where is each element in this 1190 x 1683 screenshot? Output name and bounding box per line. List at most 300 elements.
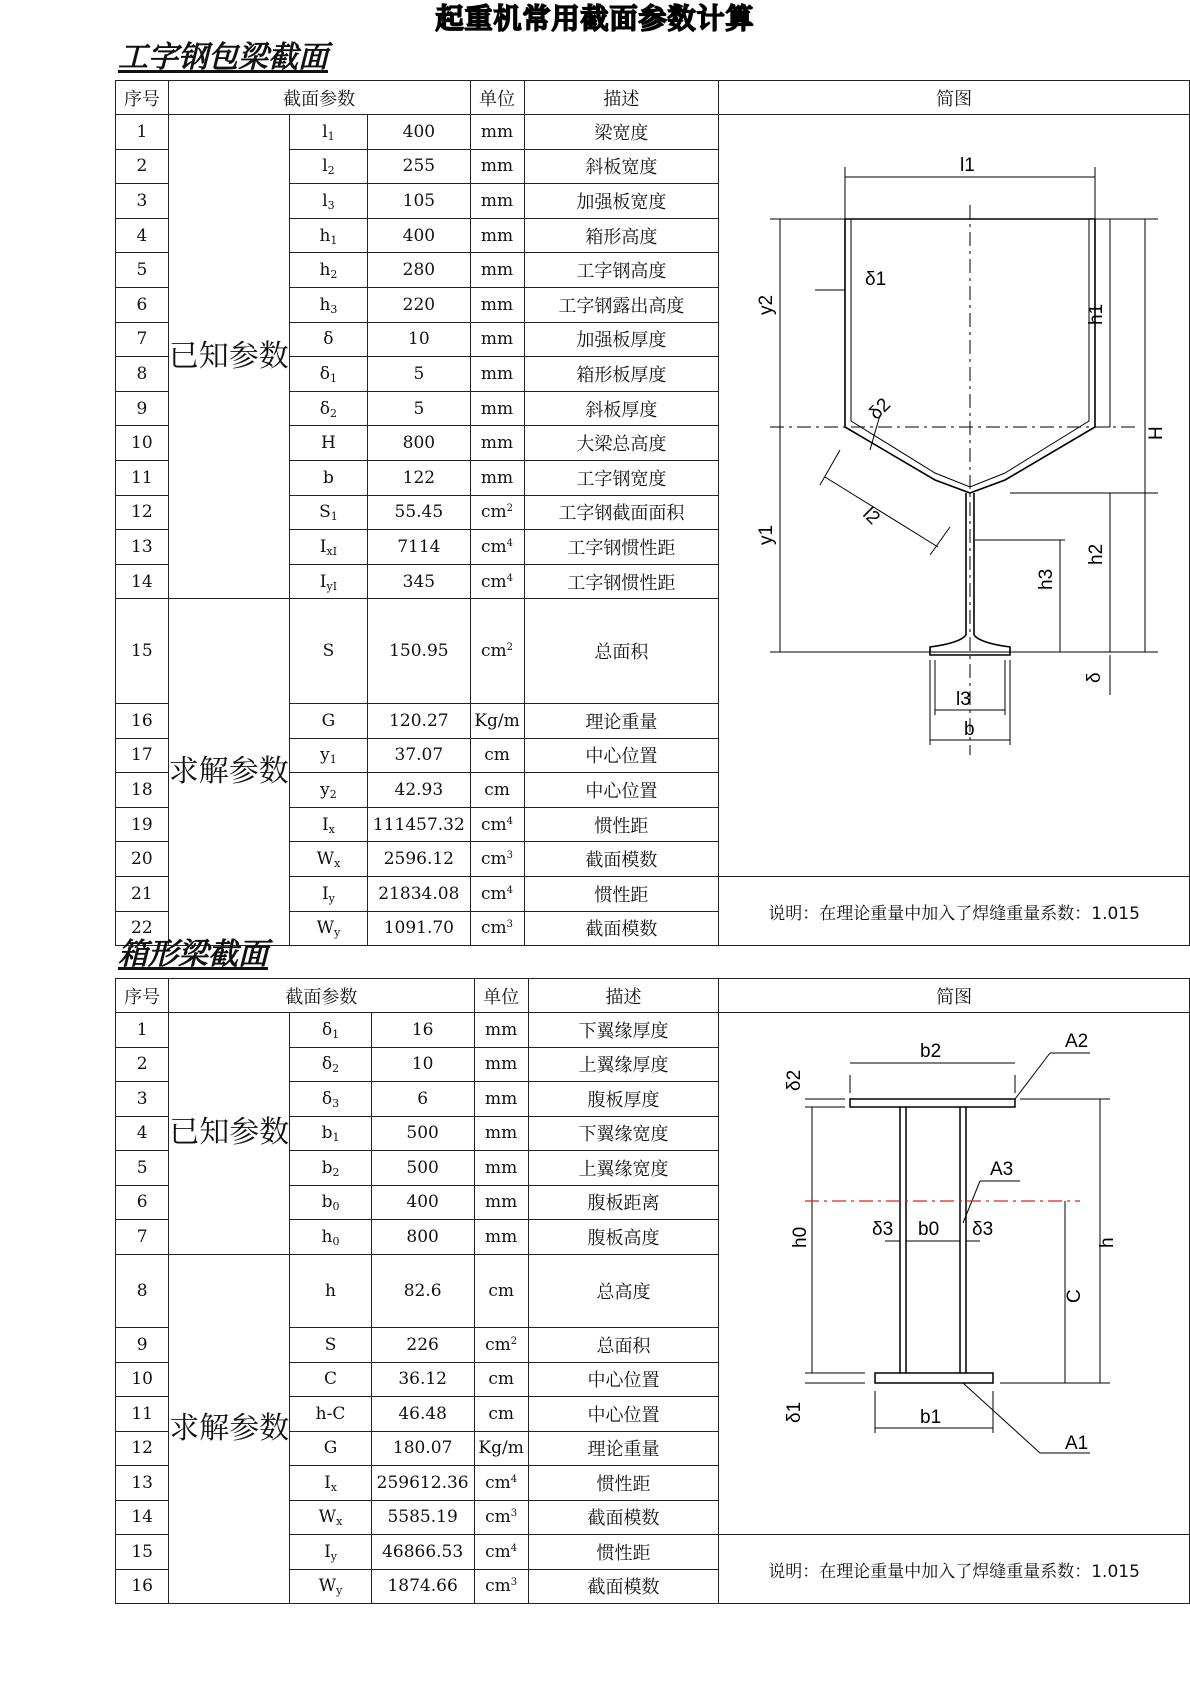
param-description: 上翼缘宽度	[528, 1151, 718, 1186]
label-delta1: δ1	[864, 269, 886, 290]
unit-text: mm	[485, 1157, 518, 1178]
row-number: 8	[116, 1254, 169, 1328]
symbol-text: I	[324, 1541, 331, 1562]
symbol-text: h	[319, 225, 331, 246]
param-symbol	[289, 495, 367, 530]
param-unit	[470, 564, 524, 599]
param-description: 腹板厚度	[528, 1082, 718, 1117]
param-description: 上翼缘厚度	[528, 1047, 718, 1082]
row-number: 11	[116, 1397, 169, 1432]
label-b1: b1	[919, 1407, 941, 1428]
param-description: 惯性距	[528, 1535, 718, 1570]
unit-exponent: 3	[510, 1577, 518, 1589]
param-value: 7114	[368, 530, 470, 565]
page-title: 起重机常用截面参数计算	[435, 2, 755, 35]
param-value: 10	[368, 322, 470, 357]
param-value: 800	[371, 1220, 474, 1255]
label-l1: l1	[959, 155, 975, 176]
param-unit	[470, 842, 524, 877]
i-beam-section-diagram	[720, 115, 1189, 871]
param-symbol	[290, 1220, 371, 1255]
row-number: 13	[116, 530, 169, 565]
param-value: 1091.70	[368, 911, 470, 946]
symbol-subscript: x	[328, 822, 335, 836]
param-unit	[474, 1535, 528, 1570]
param-value: 255	[368, 149, 470, 184]
row-number: 4	[116, 1116, 169, 1151]
row-number: 21	[116, 877, 169, 912]
param-value: 500	[371, 1151, 474, 1186]
param-description: 中心位置	[524, 738, 719, 773]
unit-exponent: 4	[510, 1542, 518, 1554]
param-description: 腹板距离	[528, 1185, 718, 1220]
box-beam-table	[115, 978, 1190, 1604]
row-number: 13	[116, 1466, 169, 1501]
param-symbol	[289, 149, 367, 184]
unit-text: cm	[484, 745, 510, 766]
param-description: 梁宽度	[524, 115, 719, 150]
param-description: 加强板宽度	[524, 184, 719, 219]
unit-text: mm	[480, 294, 514, 315]
param-value: 180.07	[371, 1431, 474, 1466]
param-unit	[470, 738, 524, 773]
label-h0: h0	[789, 1226, 811, 1248]
label-h3: h3	[1035, 568, 1057, 590]
symbol-text: S	[319, 502, 331, 523]
unit-exponent: 4	[506, 884, 514, 896]
label-A2: A2	[1064, 1031, 1088, 1052]
symbol-text: h	[325, 1280, 336, 1301]
header-seq: 序号	[116, 979, 169, 1013]
unit-text: mm	[480, 329, 514, 350]
row-number: 10	[116, 1362, 169, 1397]
param-symbol	[290, 1535, 371, 1570]
unit-text: mm	[485, 1019, 518, 1040]
param-description: 中心位置	[524, 773, 719, 808]
param-value: 37.07	[368, 738, 470, 773]
row-number: 16	[116, 1569, 169, 1604]
param-value: 5	[368, 357, 470, 392]
label-A3: A3	[989, 1159, 1013, 1180]
symbol-subscript: yI	[326, 579, 338, 593]
param-unit	[470, 115, 524, 150]
param-symbol	[290, 1431, 371, 1466]
param-description: 工字钢截面面积	[524, 495, 719, 530]
param-description: 总高度	[528, 1254, 718, 1328]
symbol-text: W	[316, 849, 335, 870]
param-value: 800	[368, 426, 470, 461]
symbol-subscript: 1	[330, 233, 338, 247]
param-value: 226	[371, 1328, 474, 1363]
unit-exponent: 2	[510, 1335, 518, 1347]
param-symbol	[289, 842, 367, 877]
unit-exponent: 2	[506, 642, 514, 654]
table-header-row	[116, 979, 1190, 1013]
group-known-params: 已知参数	[168, 115, 289, 599]
param-unit	[470, 911, 524, 946]
row-number: 11	[116, 460, 169, 495]
param-symbol	[289, 426, 367, 461]
header-desc: 描述	[524, 81, 719, 115]
symbol-subscript: y	[330, 1549, 337, 1563]
param-description: 大梁总高度	[524, 426, 719, 461]
param-unit	[470, 877, 524, 912]
param-unit	[470, 704, 524, 739]
row-number: 2	[116, 1047, 169, 1082]
symbol-subscript: 1	[330, 510, 338, 524]
param-unit	[474, 1466, 528, 1501]
param-value: 42.93	[368, 773, 470, 808]
param-description: 下翼缘厚度	[528, 1013, 718, 1048]
label-C: C	[1063, 1289, 1085, 1303]
param-unit	[474, 1328, 528, 1363]
label-delta1: δ1	[783, 1401, 805, 1423]
param-description: 斜板厚度	[524, 391, 719, 426]
symbol-text: δ	[323, 329, 334, 350]
param-unit	[474, 1500, 528, 1535]
unit-text: cm	[488, 1280, 514, 1301]
label-delta2: δ2	[864, 394, 895, 425]
row-number: 9	[116, 1328, 169, 1363]
param-value: 150.95	[368, 599, 470, 704]
unit-text: mm	[480, 260, 514, 281]
unit-exponent: 3	[506, 919, 514, 931]
label-h2: h2	[1085, 543, 1107, 565]
symbol-text: I	[319, 536, 327, 557]
param-description: 中心位置	[528, 1362, 718, 1397]
param-unit	[474, 1082, 528, 1117]
symbol-text: b	[322, 467, 334, 488]
param-value: 280	[368, 253, 470, 288]
row-number: 18	[116, 773, 169, 808]
param-symbol	[290, 1466, 371, 1501]
param-unit	[474, 1151, 528, 1186]
unit-text: cm	[481, 571, 507, 592]
header-diagram: 简图	[719, 979, 1190, 1013]
row-number: 15	[116, 1535, 169, 1570]
symbol-text: δ	[321, 1019, 333, 1040]
param-value: 400	[371, 1185, 474, 1220]
param-symbol	[289, 322, 367, 357]
symbol-text: I	[321, 883, 329, 904]
param-unit	[470, 495, 524, 530]
unit-text: cm	[481, 918, 507, 939]
param-description: 总面积	[524, 599, 719, 704]
param-value: 1874.66	[371, 1569, 474, 1604]
param-symbol	[289, 564, 367, 599]
symbol-text: y	[320, 745, 330, 766]
unit-exponent: 4	[506, 815, 514, 827]
param-symbol	[289, 704, 367, 739]
symbol-text: S	[322, 641, 335, 662]
label-delta3-right: δ3	[971, 1219, 993, 1240]
section-title-i-beam: 工字钢包梁截面	[118, 40, 328, 75]
label-b: b	[963, 719, 975, 740]
symbol-text: δ	[321, 1088, 333, 1109]
row-number: 10	[116, 426, 169, 461]
section-title-box-beam: 箱形梁截面	[118, 937, 268, 972]
param-symbol	[290, 1185, 371, 1220]
param-symbol	[290, 1254, 371, 1328]
symbol-text: I	[321, 814, 329, 835]
param-value: 46.48	[371, 1397, 474, 1432]
param-description: 斜板宽度	[524, 149, 719, 184]
symbol-subscript: 2	[330, 268, 338, 282]
symbol-text: δ	[319, 363, 331, 384]
symbol-text: y	[320, 780, 330, 801]
symbol-text: h-C	[315, 1403, 346, 1424]
unit-text: mm	[480, 467, 514, 488]
param-description: 工字钢高度	[524, 253, 719, 288]
symbol-subscript: y	[336, 1584, 343, 1598]
param-symbol	[289, 218, 367, 253]
unit-text: mm	[485, 1123, 518, 1144]
param-unit	[470, 426, 524, 461]
diagram-cell	[719, 115, 1190, 877]
unit-text: mm	[485, 1226, 518, 1247]
param-unit	[474, 1185, 528, 1220]
header-params: 截面参数	[169, 979, 474, 1013]
table-header-row	[116, 81, 1190, 115]
param-description: 工字钢露出高度	[524, 287, 719, 322]
param-value: 105	[368, 184, 470, 219]
param-symbol	[289, 877, 367, 912]
weld-note: 说明：在理论重量中加入了焊缝重量系数：1.015	[719, 1535, 1190, 1604]
unit-text: cm	[481, 641, 507, 662]
param-unit	[474, 1397, 528, 1432]
param-value: 220	[368, 287, 470, 322]
param-value: 10	[371, 1047, 474, 1082]
param-unit	[470, 287, 524, 322]
param-unit	[474, 1047, 528, 1082]
row-number: 19	[116, 807, 169, 842]
param-unit	[474, 1116, 528, 1151]
unit-text: mm	[485, 1088, 518, 1109]
param-description: 截面模数	[528, 1500, 718, 1535]
label-y1: y1	[755, 524, 777, 545]
param-description: 工字钢惯性距	[524, 530, 719, 565]
param-unit	[474, 1220, 528, 1255]
param-description: 腹板高度	[528, 1220, 718, 1255]
row-number: 1	[116, 115, 169, 150]
symbol-text: δ	[321, 1054, 333, 1075]
symbol-subscript: xI	[326, 544, 338, 558]
table-row	[116, 1013, 1190, 1048]
row-number: 3	[116, 184, 169, 219]
param-unit	[470, 391, 524, 426]
param-value: 111457.32	[368, 807, 470, 842]
i-beam-table	[115, 80, 1190, 946]
row-number: 1	[116, 1013, 169, 1048]
symbol-subscript: 2	[332, 1062, 340, 1076]
symbol-subscript: x	[336, 1515, 343, 1529]
param-value: 36.12	[371, 1362, 474, 1397]
param-description: 理论重量	[528, 1431, 718, 1466]
symbol-subscript: 1	[330, 371, 338, 385]
param-symbol	[290, 1328, 371, 1363]
unit-text: cm	[481, 849, 507, 870]
symbol-text: h	[321, 1226, 333, 1247]
symbol-text: b	[321, 1192, 333, 1213]
param-symbol	[289, 599, 367, 704]
param-symbol	[289, 115, 367, 150]
symbol-text: C	[324, 1369, 338, 1390]
unit-text: cm	[481, 883, 507, 904]
row-number: 12	[116, 1431, 169, 1466]
row-number: 9	[116, 391, 169, 426]
symbol-text: h	[319, 260, 331, 281]
param-symbol	[289, 807, 367, 842]
symbol-subscript: y	[328, 891, 335, 905]
param-unit	[470, 357, 524, 392]
param-value: 400	[368, 115, 470, 150]
row-number: 6	[116, 1185, 169, 1220]
unit-text: cm	[484, 780, 510, 801]
label-delta3-left: δ3	[871, 1219, 893, 1240]
unit-text: Kg/m	[478, 1438, 524, 1459]
symbol-subscript: 1	[329, 753, 337, 767]
unit-exponent: 4	[510, 1473, 518, 1485]
label-l3: l3	[955, 689, 971, 710]
row-number: 14	[116, 1500, 169, 1535]
symbol-text: h	[319, 294, 331, 315]
param-description: 下翼缘宽度	[528, 1116, 718, 1151]
symbol-subscript: x	[330, 1480, 337, 1494]
param-unit	[474, 1569, 528, 1604]
param-value: 259612.36	[371, 1466, 474, 1501]
param-description: 中心位置	[528, 1397, 718, 1432]
group-known-params: 已知参数	[169, 1013, 290, 1255]
unit-exponent: 2	[506, 503, 514, 515]
symbol-text: l	[322, 190, 328, 211]
unit-text: Kg/m	[474, 710, 520, 731]
param-unit	[470, 460, 524, 495]
group-solved-params: 求解参数	[168, 599, 289, 946]
param-unit	[470, 773, 524, 808]
param-symbol	[290, 1047, 371, 1082]
param-unit	[470, 322, 524, 357]
symbol-subscript: 3	[332, 1096, 340, 1110]
label-delta2: δ2	[783, 1069, 805, 1091]
param-symbol	[290, 1082, 371, 1117]
symbol-subscript: 0	[332, 1200, 340, 1214]
param-value: 6	[371, 1082, 474, 1117]
label-h: h	[1096, 1237, 1118, 1248]
row-number: 17	[116, 738, 169, 773]
param-symbol	[289, 184, 367, 219]
unit-text: cm	[485, 1541, 511, 1562]
label-delta: δ	[1083, 672, 1105, 683]
row-number: 4	[116, 218, 169, 253]
param-value: 16	[371, 1013, 474, 1048]
param-description: 箱形高度	[524, 218, 719, 253]
symbol-subscript: 2	[327, 164, 335, 178]
unit-text: cm	[485, 1507, 511, 1528]
unit-exponent: 4	[506, 537, 514, 549]
param-symbol	[290, 1013, 371, 1048]
unit-text: cm	[485, 1472, 511, 1493]
symbol-text: W	[318, 1507, 337, 1528]
symbol-subscript: 3	[327, 198, 335, 212]
symbol-subscript: 1	[327, 129, 335, 143]
header-unit: 单位	[470, 81, 524, 115]
param-symbol	[290, 1151, 371, 1186]
param-description: 工字钢宽度	[524, 460, 719, 495]
param-description: 惯性距	[524, 877, 719, 912]
param-value: 5585.19	[371, 1500, 474, 1535]
param-description: 总面积	[528, 1328, 718, 1363]
param-unit	[470, 253, 524, 288]
row-number: 16	[116, 704, 169, 739]
param-symbol	[289, 738, 367, 773]
param-unit	[470, 218, 524, 253]
param-unit	[470, 807, 524, 842]
row-number: 15	[116, 599, 169, 704]
param-symbol	[289, 773, 367, 808]
param-value: 345	[368, 564, 470, 599]
param-description: 截面模数	[524, 842, 719, 877]
unit-exponent: 3	[506, 850, 514, 862]
unit-text: cm	[485, 1334, 511, 1355]
param-value: 55.45	[368, 495, 470, 530]
param-unit	[474, 1013, 528, 1048]
unit-text: cm	[481, 536, 507, 557]
header-params: 截面参数	[168, 81, 470, 115]
param-unit	[474, 1254, 528, 1328]
header-desc: 描述	[528, 979, 718, 1013]
row-number: 3	[116, 1082, 169, 1117]
symbol-subscript: 3	[330, 302, 338, 316]
param-value: 400	[368, 218, 470, 253]
param-value: 122	[368, 460, 470, 495]
header-unit: 单位	[474, 979, 528, 1013]
symbol-text: S	[324, 1334, 337, 1355]
label-A1: A1	[1064, 1433, 1088, 1454]
param-value: 500	[371, 1116, 474, 1151]
symbol-text: δ	[319, 398, 331, 419]
unit-exponent: 3	[510, 1508, 518, 1520]
row-number: 12	[116, 495, 169, 530]
symbol-subscript: y	[334, 926, 341, 940]
box-beam-section-diagram	[720, 1013, 1189, 1529]
label-H: H	[1145, 426, 1167, 440]
param-symbol	[289, 460, 367, 495]
param-value: 21834.08	[368, 877, 470, 912]
param-description: 惯性距	[524, 807, 719, 842]
unit-text: mm	[480, 433, 514, 454]
row-number: 5	[116, 1151, 169, 1186]
unit-text: mm	[480, 190, 514, 211]
param-symbol	[289, 253, 367, 288]
param-symbol	[290, 1397, 371, 1432]
header-seq: 序号	[116, 81, 169, 115]
param-unit	[470, 184, 524, 219]
param-symbol	[290, 1116, 371, 1151]
label-b2: b2	[919, 1041, 941, 1062]
row-number: 5	[116, 253, 169, 288]
row-number: 7	[116, 1220, 169, 1255]
row-number: 22	[116, 911, 169, 946]
symbol-subscript: 2	[330, 406, 338, 420]
unit-exponent: 4	[506, 572, 514, 584]
unit-text: mm	[480, 121, 514, 142]
param-unit	[474, 1431, 528, 1466]
param-symbol	[289, 357, 367, 392]
symbol-text: l	[322, 121, 328, 142]
param-description: 箱形板厚度	[524, 357, 719, 392]
row-number: 20	[116, 842, 169, 877]
unit-text: mm	[480, 398, 514, 419]
